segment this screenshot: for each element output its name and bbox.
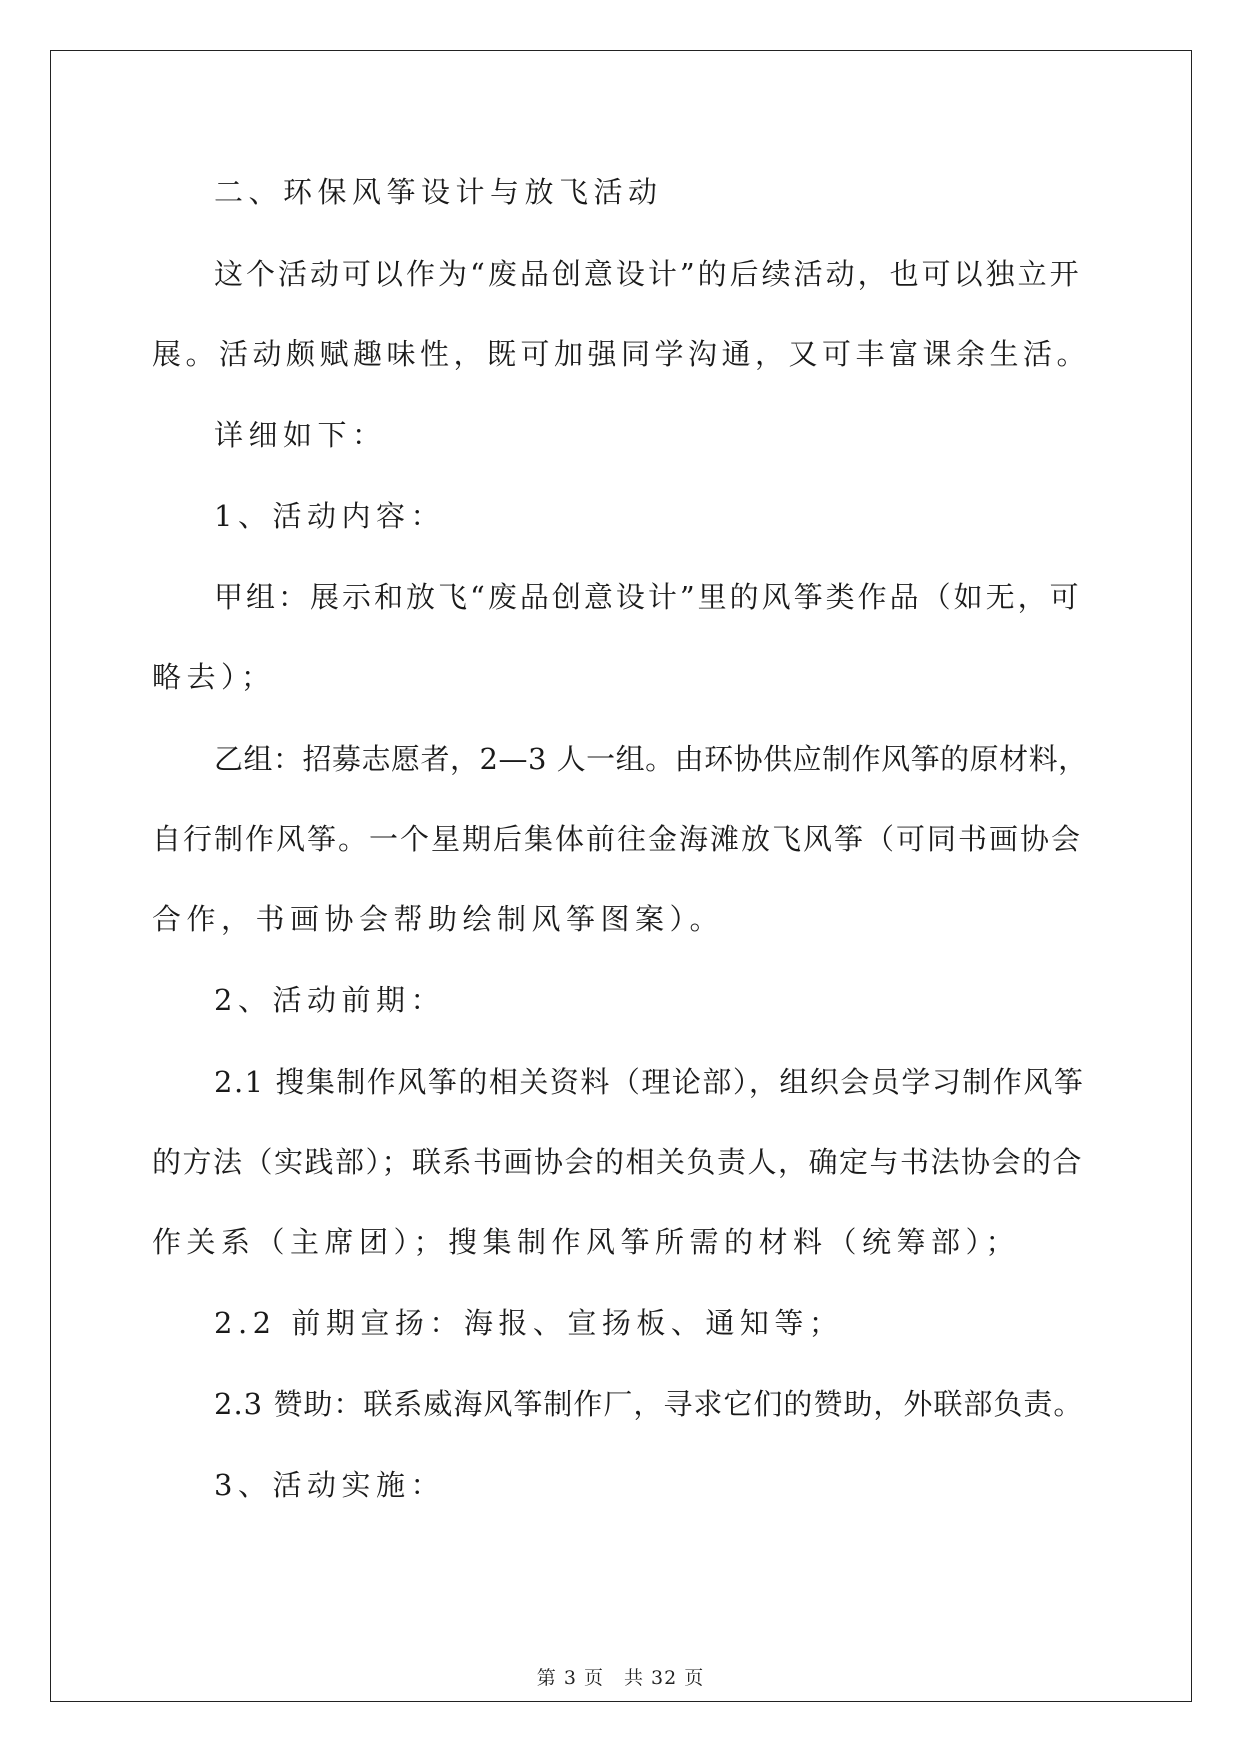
paragraph-line: 2.3 赞助：联系威海风筝制作厂，寻求它们的赞助，外联部负责。 bbox=[214, 1387, 1084, 1421]
subsection-heading: 2、活动前期： bbox=[214, 983, 445, 1017]
subsection-heading: 1、活动内容： bbox=[214, 499, 445, 533]
paragraph-line: 展。活动颇赋趣味性，既可加强同学沟通，又可丰富课余生活。 bbox=[152, 337, 1091, 371]
page-number: 第 3 页 bbox=[536, 1667, 604, 1689]
paragraph-line: 略去）； bbox=[152, 660, 276, 694]
paragraph-line: 这个活动可以作为“废品创意设计”的后续活动，也可以独立开 bbox=[214, 257, 1082, 291]
paragraph-line: 甲组：展示和放飞“废品创意设计”里的风筝类作品（如无，可 bbox=[214, 580, 1082, 614]
paragraph-line: 2.1 搜集制作风筝的相关资料（理论部），组织会员学习制作风筝 bbox=[214, 1065, 1085, 1099]
subsection-heading: 3、活动实施： bbox=[214, 1468, 445, 1502]
paragraph-line: 乙组：招募志愿者，2—3 人一组。由环协供应制作风筝的原材料， bbox=[214, 742, 1088, 776]
paragraph-line: 2.2 前期宣扬：海报、宣扬板、通知等； bbox=[214, 1306, 844, 1340]
page-footer bbox=[0, 1666, 1241, 1690]
page-total: 共 32 页 bbox=[623, 1667, 705, 1689]
paragraph-line: 作关系（主席团）；搜集制作风筝所需的材料（统筹部）； bbox=[152, 1225, 1021, 1259]
section-heading: 二、环保风筝设计与放飞活动 bbox=[214, 175, 663, 209]
paragraph-line: 详细如下： bbox=[214, 418, 387, 452]
paragraph-line: 合作，书画协会帮助绘制风筝图案）。 bbox=[152, 902, 725, 936]
paragraph-line: 的方法（实践部）；联系书画协会的相关负责人，确定与书法协会的合 bbox=[152, 1145, 1084, 1179]
page-border bbox=[50, 50, 1192, 1702]
paragraph-line: 自行制作风筝。一个星期后集体前往金海滩放飞风筝（可同书画协会 bbox=[152, 822, 1083, 856]
